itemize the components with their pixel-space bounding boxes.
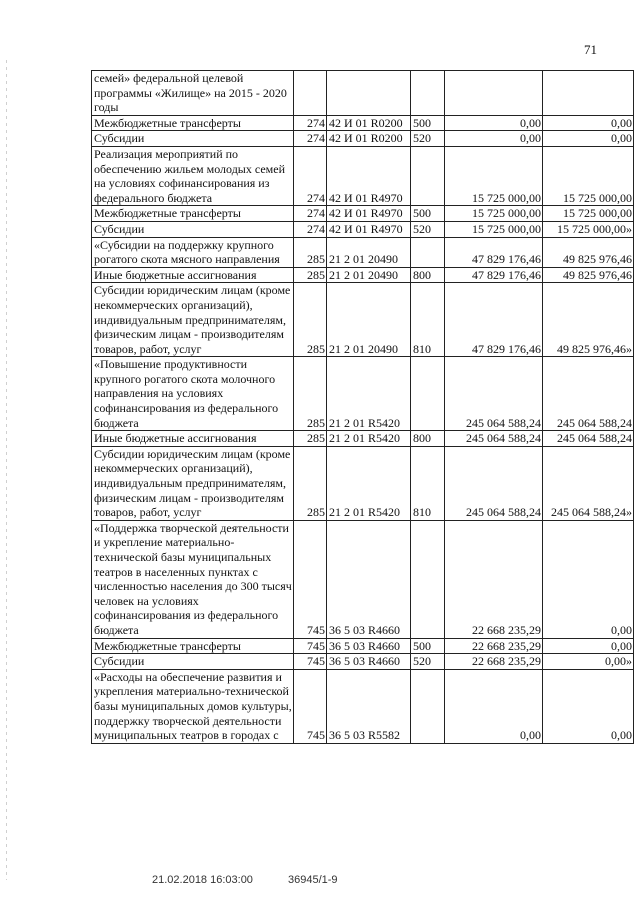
cell-name: Субсидии [92,654,294,670]
cell-name: «Расходы на обеспечение развития и укрепления материально-технической базы муниципальных домов культуры, поддержку творческой деятельности муниципальных театров в городах с [92,669,294,743]
cell-sum-second: 0,00 [543,638,634,654]
cell-target-article: 21 2 01 R5420 [327,431,411,447]
cell-expense-type: 520 [411,654,445,670]
cell-sum-second: 245 064 588,24 [543,431,634,447]
table-row [92,237,634,267]
cell-sum-second [543,71,634,116]
cell-target-article: 42 И 01 R0200 [327,131,411,147]
cell-ved-code: 745 [294,654,327,670]
table-row [92,71,634,116]
table-row [92,357,634,431]
cell-ved-code: 745 [294,520,327,638]
cell-sum-first: 47 829 176,46 [445,283,543,357]
table-row [92,520,634,638]
cell-target-article: 36 5 03 R4660 [327,520,411,638]
cell-ved-code: 274 [294,146,327,205]
cell-ved-code: 274 [294,131,327,147]
cell-ved-code: 285 [294,431,327,447]
cell-name: Иные бюджетные ассигнования [92,267,294,283]
cell-target-article: 21 2 01 20490 [327,267,411,283]
cell-target-article: 21 2 01 R5420 [327,446,411,520]
cell-target-article: 42 И 01 R4970 [327,221,411,237]
table-row [92,431,634,447]
cell-sum-second: 15 725 000,00 [543,206,634,222]
table-row [92,131,634,147]
table-row [92,267,634,283]
cell-sum-first: 0,00 [445,115,543,131]
footer-document-code: 36945/1-9 [288,874,338,886]
cell-sum-second: 0,00 [543,115,634,131]
cell-target-article: 36 5 03 R5582 [327,669,411,743]
table-row [92,221,634,237]
cell-ved-code [294,71,327,116]
cell-name: Субсидии юридическим лицам (кроме некоммерческих организаций), индивидуальным предпринимателям, физическим лицам - производителям товаров, работ, услуг [92,283,294,357]
cell-sum-second: 49 825 976,46 [543,237,634,267]
table-row [92,669,634,743]
cell-name: Субсидии [92,221,294,237]
cell-expense-type: 500 [411,638,445,654]
cell-name: Межбюджетные трансферты [92,115,294,131]
cell-name: Реализация мероприятий по обеспечению жильем молодых семей на условиях софинансирования из федерального бюджета [92,146,294,205]
cell-target-article: 36 5 03 R4660 [327,638,411,654]
cell-target-article: 42 И 01 R0200 [327,115,411,131]
table-row [92,146,634,205]
cell-expense-type: 800 [411,267,445,283]
cell-name: «Повышение продуктивности крупного рогатого скота молочного направления на условиях софинансирования из федерального бюджета [92,357,294,431]
table-row [92,654,634,670]
cell-name: Субсидии юридическим лицам (кроме некоммерческих организаций), индивидуальным предпринимателям, физическим лицам - производителям товаров, работ, услуг [92,446,294,520]
cell-expense-type: 810 [411,283,445,357]
cell-expense-type: 520 [411,131,445,147]
cell-name: Межбюджетные трансферты [92,206,294,222]
cell-target-article: 42 И 01 R4970 [327,146,411,205]
cell-sum-first: 15 725 000,00 [445,146,543,205]
cell-target-article: 21 2 01 20490 [327,237,411,267]
cell-ved-code: 285 [294,267,327,283]
cell-sum-first: 245 064 588,24 [445,446,543,520]
cell-sum-second: 0,00 [543,669,634,743]
cell-sum-second: 15 725 000,00 [543,146,634,205]
cell-name: Иные бюджетные ассигнования [92,431,294,447]
cell-expense-type [411,146,445,205]
cell-ved-code: 274 [294,206,327,222]
table-row [92,638,634,654]
cell-name: «Субсидии на поддержку крупного рогатого скота мясного направления [92,237,294,267]
cell-sum-first: 22 668 235,29 [445,654,543,670]
cell-ved-code: 285 [294,237,327,267]
table-row [92,283,634,357]
cell-expense-type [411,71,445,116]
cell-sum-first: 22 668 235,29 [445,520,543,638]
cell-expense-type [411,237,445,267]
cell-expense-type [411,669,445,743]
cell-ved-code: 274 [294,221,327,237]
page-number: 71 [584,42,597,57]
cell-sum-second: 0,00 [543,520,634,638]
budget-table-body [92,71,634,744]
cell-name: Межбюджетные трансферты [92,638,294,654]
cell-name: Субсидии [92,131,294,147]
cell-sum-first: 15 725 000,00 [445,206,543,222]
budget-table [91,70,634,744]
cell-target-article: 42 И 01 R4970 [327,206,411,222]
scan-edge-artifact [6,60,7,880]
cell-ved-code: 745 [294,638,327,654]
cell-name: «Поддержка творческой деятельности и укрепление материально-технической базы муниципальных театров в населенных пунктах с численностью населения до 300 тысяч человек на условиях софинансирования из федерального бюджета [92,520,294,638]
cell-sum-first: 15 725 000,00 [445,221,543,237]
cell-expense-type: 500 [411,206,445,222]
cell-sum-first: 47 829 176,46 [445,267,543,283]
table-row [92,115,634,131]
cell-sum-first: 245 064 588,24 [445,357,543,431]
cell-sum-first: 245 064 588,24 [445,431,543,447]
cell-expense-type: 800 [411,431,445,447]
footer-datetime: 21.02.2018 16:03:00 [152,874,253,886]
cell-target-article: 36 5 03 R4660 [327,654,411,670]
cell-sum-second: 0,00» [543,654,634,670]
cell-ved-code: 285 [294,283,327,357]
cell-ved-code: 285 [294,446,327,520]
cell-target-article: 21 2 01 R5420 [327,357,411,431]
table-row [92,206,634,222]
cell-sum-first [445,71,543,116]
cell-expense-type: 500 [411,115,445,131]
cell-sum-first: 0,00 [445,131,543,147]
cell-ved-code: 274 [294,115,327,131]
cell-sum-second: 49 825 976,46 [543,267,634,283]
cell-ved-code: 285 [294,357,327,431]
cell-sum-second: 49 825 976,46» [543,283,634,357]
cell-sum-second: 0,00 [543,131,634,147]
cell-sum-second: 15 725 000,00» [543,221,634,237]
cell-target-article [327,71,411,116]
cell-sum-first: 0,00 [445,669,543,743]
cell-sum-first: 22 668 235,29 [445,638,543,654]
cell-expense-type [411,357,445,431]
table-row [92,446,634,520]
cell-name: семей» федеральной целевой программы «Жилище» на 2015 - 2020 годы [92,71,294,116]
cell-target-article: 21 2 01 20490 [327,283,411,357]
cell-expense-type: 810 [411,446,445,520]
cell-expense-type: 520 [411,221,445,237]
cell-sum-second: 245 064 588,24» [543,446,634,520]
cell-sum-first: 47 829 176,46 [445,237,543,267]
cell-sum-second: 245 064 588,24 [543,357,634,431]
cell-ved-code: 745 [294,669,327,743]
cell-expense-type [411,520,445,638]
